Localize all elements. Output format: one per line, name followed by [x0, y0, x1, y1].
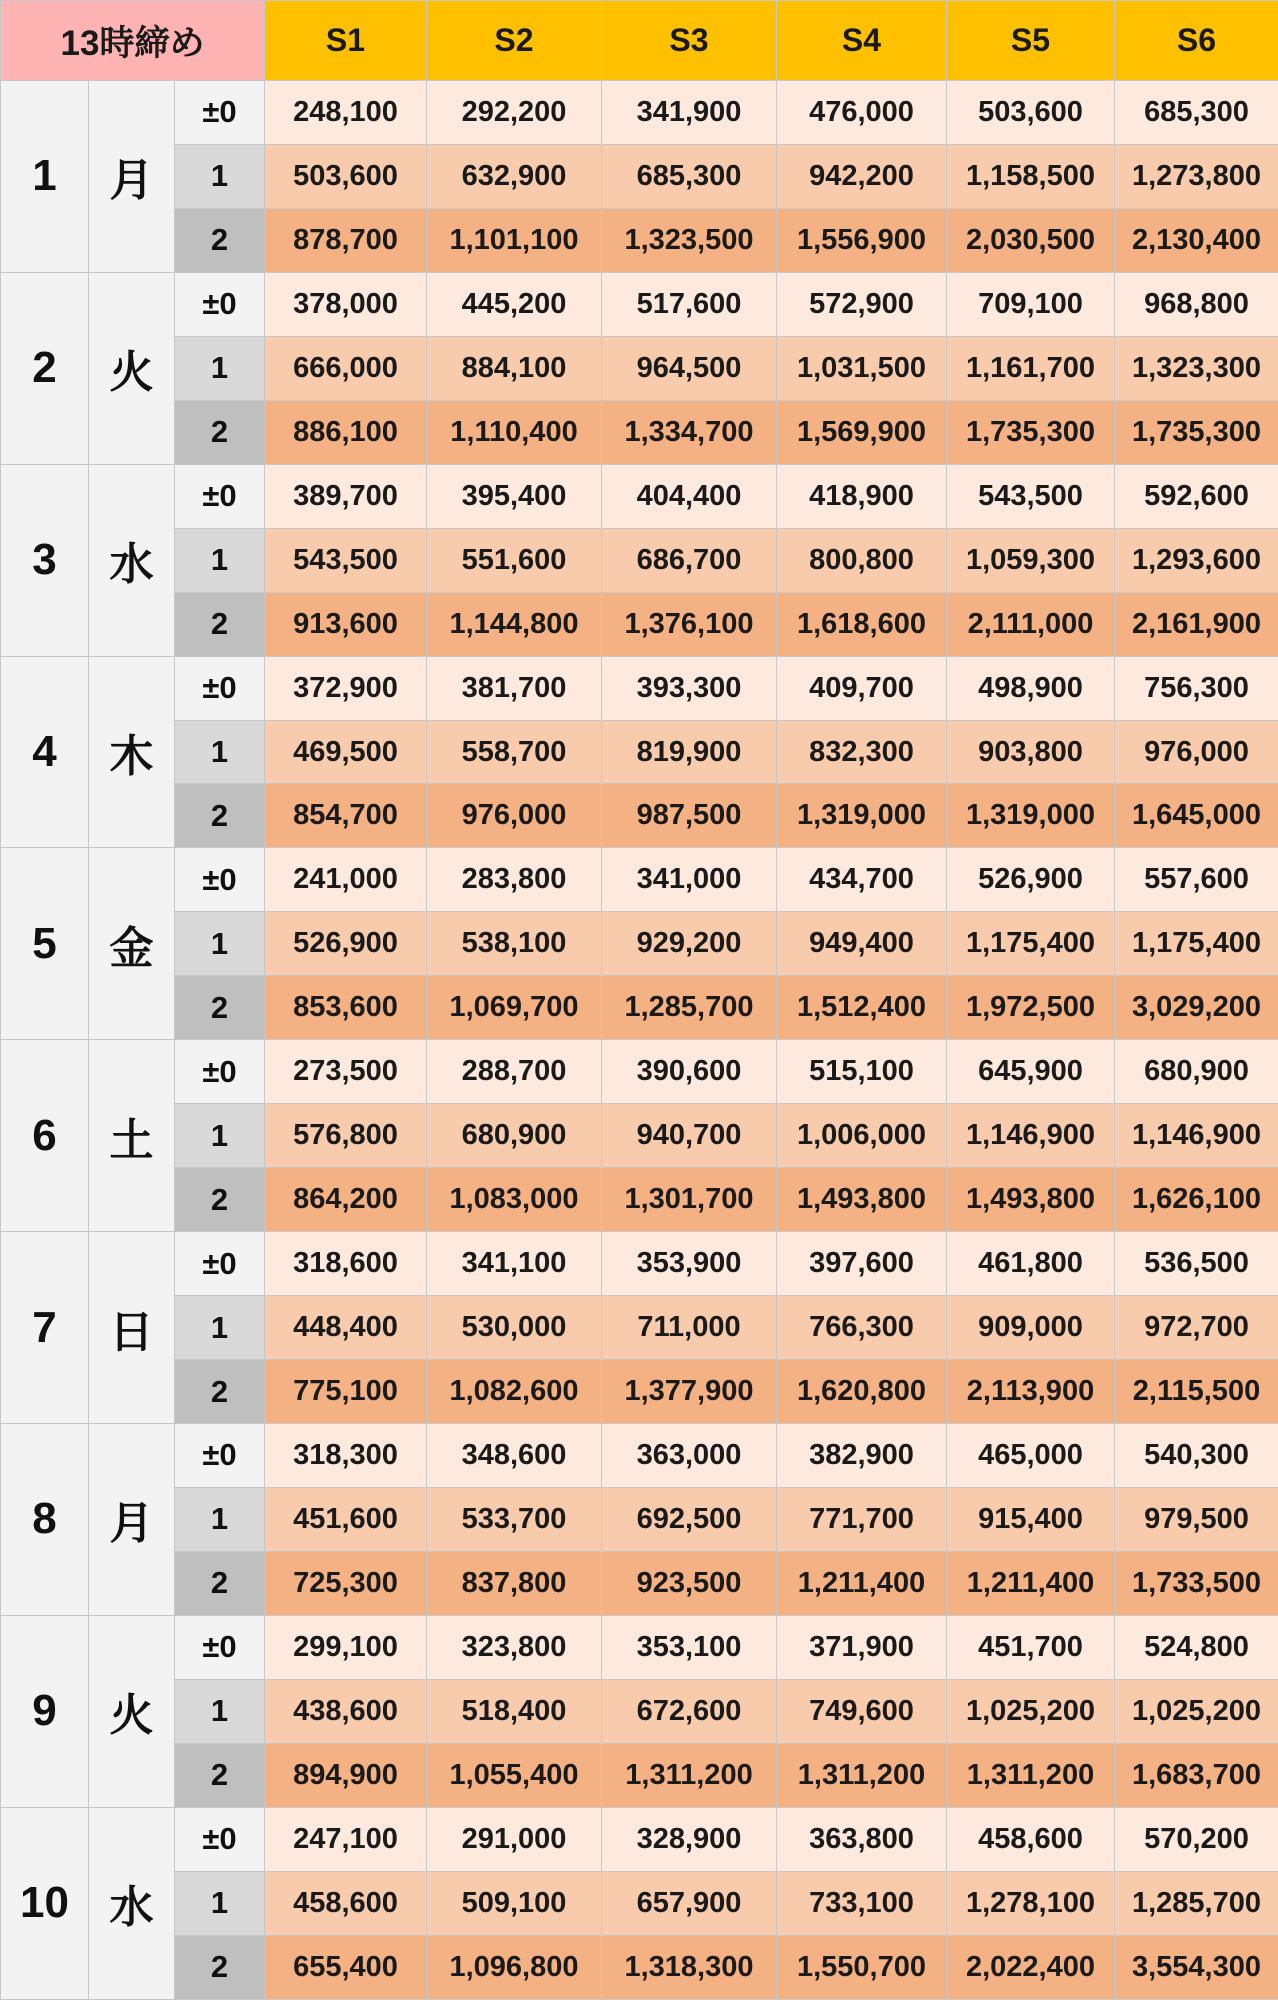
table-row — [1, 912, 1278, 976]
value-cell: 2,022,400 — [947, 1935, 1115, 1999]
value-cell: 540,300 — [1115, 1424, 1278, 1488]
sub-label: 2 — [175, 784, 265, 848]
value-cell: 645,900 — [947, 1040, 1115, 1104]
table-row — [1, 976, 1278, 1040]
value-cell: 2,115,500 — [1115, 1360, 1278, 1424]
value-cell: 1,311,200 — [947, 1743, 1115, 1807]
value-cell: 655,400 — [265, 1935, 427, 1999]
value-cell: 771,700 — [777, 1487, 947, 1551]
value-cell: 404,400 — [602, 464, 777, 528]
value-cell: 509,100 — [427, 1871, 602, 1935]
sub-label: 1 — [175, 144, 265, 208]
table-row — [1, 1040, 1278, 1104]
value-cell: 323,800 — [427, 1615, 602, 1679]
value-cell: 915,400 — [947, 1487, 1115, 1551]
day-number: 9 — [1, 1615, 89, 1807]
value-cell: 2,030,500 — [947, 208, 1115, 272]
value-cell: 1,175,400 — [947, 912, 1115, 976]
value-cell: 864,200 — [265, 1168, 427, 1232]
sub-label: 1 — [175, 1296, 265, 1360]
day-number: 5 — [1, 848, 89, 1040]
value-cell: 853,600 — [265, 976, 427, 1040]
value-cell: 909,000 — [947, 1296, 1115, 1360]
value-cell: 2,111,000 — [947, 592, 1115, 656]
table-row — [1, 1360, 1278, 1424]
value-cell: 886,100 — [265, 400, 427, 464]
weekday-label: 水 — [89, 464, 175, 656]
value-cell: 1,175,400 — [1115, 912, 1278, 976]
table-row — [1, 1935, 1278, 1999]
sub-label: ±0 — [175, 1424, 265, 1488]
table-row — [1, 400, 1278, 464]
value-cell: 1,618,600 — [777, 592, 947, 656]
value-cell: 1,645,000 — [1115, 784, 1278, 848]
day-number: 8 — [1, 1424, 89, 1616]
value-cell: 672,600 — [602, 1679, 777, 1743]
value-cell: 382,900 — [777, 1424, 947, 1488]
value-cell: 451,600 — [265, 1487, 427, 1551]
sub-label: 1 — [175, 1487, 265, 1551]
value-cell: 1,069,700 — [427, 976, 602, 1040]
value-cell: 913,600 — [265, 592, 427, 656]
column-header-s6: S6 — [1115, 1, 1278, 81]
value-cell: 503,600 — [947, 81, 1115, 145]
table-row — [1, 1296, 1278, 1360]
value-cell: 576,800 — [265, 1104, 427, 1168]
value-cell: 451,700 — [947, 1615, 1115, 1679]
table-row — [1, 784, 1278, 848]
value-cell: 299,100 — [265, 1615, 427, 1679]
table-body — [1, 81, 1278, 2000]
value-cell: 685,300 — [1115, 81, 1278, 145]
value-cell: 832,300 — [777, 720, 947, 784]
value-cell: 766,300 — [777, 1296, 947, 1360]
value-cell: 1,006,000 — [777, 1104, 947, 1168]
value-cell: 632,900 — [427, 144, 602, 208]
sub-label: ±0 — [175, 272, 265, 336]
value-cell: 940,700 — [602, 1104, 777, 1168]
value-cell: 680,900 — [427, 1104, 602, 1168]
value-cell: 1,493,800 — [947, 1168, 1115, 1232]
column-header-s5: S5 — [947, 1, 1115, 81]
value-cell: 517,600 — [602, 272, 777, 336]
weekday-label: 月 — [89, 1424, 175, 1616]
table-row — [1, 1551, 1278, 1615]
value-cell: 1,082,600 — [427, 1360, 602, 1424]
sub-label: ±0 — [175, 656, 265, 720]
value-cell: 1,334,700 — [602, 400, 777, 464]
value-cell: 976,000 — [427, 784, 602, 848]
value-cell: 680,900 — [1115, 1040, 1278, 1104]
weekday-label: 火 — [89, 1615, 175, 1807]
sub-label: 1 — [175, 336, 265, 400]
table-row — [1, 464, 1278, 528]
sub-label: ±0 — [175, 81, 265, 145]
value-cell: 1,146,900 — [947, 1104, 1115, 1168]
value-cell: 318,600 — [265, 1232, 427, 1296]
value-cell: 397,600 — [777, 1232, 947, 1296]
value-cell: 353,900 — [602, 1232, 777, 1296]
value-cell: 469,500 — [265, 720, 427, 784]
day-number: 10 — [1, 1807, 89, 1999]
table-row — [1, 144, 1278, 208]
table-row — [1, 1679, 1278, 1743]
value-cell: 458,600 — [947, 1807, 1115, 1871]
value-cell: 942,200 — [777, 144, 947, 208]
value-cell: 979,500 — [1115, 1487, 1278, 1551]
value-cell: 686,700 — [602, 528, 777, 592]
value-cell: 1,144,800 — [427, 592, 602, 656]
value-cell: 241,000 — [265, 848, 427, 912]
value-cell: 837,800 — [427, 1551, 602, 1615]
value-cell: 1,311,200 — [602, 1743, 777, 1807]
value-cell: 1,972,500 — [947, 976, 1115, 1040]
value-cell: 341,100 — [427, 1232, 602, 1296]
value-cell: 987,500 — [602, 784, 777, 848]
value-cell: 378,000 — [265, 272, 427, 336]
value-cell: 923,500 — [602, 1551, 777, 1615]
value-cell: 341,000 — [602, 848, 777, 912]
sub-label: ±0 — [175, 464, 265, 528]
value-cell: 543,500 — [265, 528, 427, 592]
value-cell: 949,400 — [777, 912, 947, 976]
value-cell: 666,000 — [265, 336, 427, 400]
value-cell: 292,200 — [427, 81, 602, 145]
value-cell: 524,800 — [1115, 1615, 1278, 1679]
value-cell: 393,300 — [602, 656, 777, 720]
value-cell: 1,031,500 — [777, 336, 947, 400]
value-cell: 1,301,700 — [602, 1168, 777, 1232]
value-cell: 1,735,300 — [1115, 400, 1278, 464]
table-row — [1, 208, 1278, 272]
value-cell: 709,100 — [947, 272, 1115, 336]
table-row — [1, 1104, 1278, 1168]
value-cell: 1,158,500 — [947, 144, 1115, 208]
table-row — [1, 1743, 1278, 1807]
value-cell: 515,100 — [777, 1040, 947, 1104]
value-cell: 1,083,000 — [427, 1168, 602, 1232]
table-row — [1, 1232, 1278, 1296]
table-row — [1, 720, 1278, 784]
sub-label: 2 — [175, 208, 265, 272]
value-cell: 1,733,500 — [1115, 1551, 1278, 1615]
value-cell: 976,000 — [1115, 720, 1278, 784]
value-cell: 1,626,100 — [1115, 1168, 1278, 1232]
value-cell: 1,323,300 — [1115, 336, 1278, 400]
sub-label: 2 — [175, 976, 265, 1040]
value-cell: 1,211,400 — [947, 1551, 1115, 1615]
table-row — [1, 1424, 1278, 1488]
value-cell: 526,900 — [947, 848, 1115, 912]
value-cell: 363,800 — [777, 1807, 947, 1871]
value-cell: 530,000 — [427, 1296, 602, 1360]
table-title: 13時締め — [1, 1, 265, 81]
value-cell: 1,025,200 — [1115, 1679, 1278, 1743]
table-row — [1, 1168, 1278, 1232]
value-cell: 894,900 — [265, 1743, 427, 1807]
value-cell: 1,278,100 — [947, 1871, 1115, 1935]
value-cell: 1,556,900 — [777, 208, 947, 272]
value-cell: 371,900 — [777, 1615, 947, 1679]
sub-label: 1 — [175, 1679, 265, 1743]
sub-label: 2 — [175, 1360, 265, 1424]
value-cell: 685,300 — [602, 144, 777, 208]
day-number: 6 — [1, 1040, 89, 1232]
value-cell: 570,200 — [1115, 1807, 1278, 1871]
sub-label: ±0 — [175, 1807, 265, 1871]
sub-label: ±0 — [175, 848, 265, 912]
value-cell: 409,700 — [777, 656, 947, 720]
value-cell: 1,550,700 — [777, 1935, 947, 1999]
table-row — [1, 81, 1278, 145]
value-cell: 775,100 — [265, 1360, 427, 1424]
weekday-label: 月 — [89, 81, 175, 273]
table-row — [1, 336, 1278, 400]
value-cell: 536,500 — [1115, 1232, 1278, 1296]
value-cell: 1,735,300 — [947, 400, 1115, 464]
value-cell: 1,318,300 — [602, 1935, 777, 1999]
value-cell: 800,800 — [777, 528, 947, 592]
weekday-label: 木 — [89, 656, 175, 848]
value-cell: 1,319,000 — [947, 784, 1115, 848]
value-cell: 1,055,400 — [427, 1743, 602, 1807]
value-cell: 1,285,700 — [602, 976, 777, 1040]
value-cell: 458,600 — [265, 1871, 427, 1935]
column-header-s1: S1 — [265, 1, 427, 81]
value-cell: 498,900 — [947, 656, 1115, 720]
sub-label: ±0 — [175, 1232, 265, 1296]
value-cell: 1,146,900 — [1115, 1104, 1278, 1168]
value-cell: 390,600 — [602, 1040, 777, 1104]
value-cell: 1,493,800 — [777, 1168, 947, 1232]
sub-label: 1 — [175, 1871, 265, 1935]
value-cell: 711,000 — [602, 1296, 777, 1360]
value-cell: 273,500 — [265, 1040, 427, 1104]
value-cell: 733,100 — [777, 1871, 947, 1935]
day-number: 2 — [1, 272, 89, 464]
value-cell: 3,554,300 — [1115, 1935, 1278, 1999]
value-cell: 1,211,400 — [777, 1551, 947, 1615]
header-row — [1, 1, 1278, 81]
table-row — [1, 656, 1278, 720]
table-row — [1, 1807, 1278, 1871]
value-cell: 657,900 — [602, 1871, 777, 1935]
value-cell: 557,600 — [1115, 848, 1278, 912]
value-cell: 819,900 — [602, 720, 777, 784]
sub-label: 1 — [175, 528, 265, 592]
value-cell: 381,700 — [427, 656, 602, 720]
sub-label: 2 — [175, 1935, 265, 1999]
value-cell: 283,800 — [427, 848, 602, 912]
sub-label: ±0 — [175, 1040, 265, 1104]
weekday-label: 火 — [89, 272, 175, 464]
table-row — [1, 1487, 1278, 1551]
table-row — [1, 1871, 1278, 1935]
value-cell: 1,683,700 — [1115, 1743, 1278, 1807]
value-cell: 1,377,900 — [602, 1360, 777, 1424]
value-cell: 2,130,400 — [1115, 208, 1278, 272]
value-cell: 395,400 — [427, 464, 602, 528]
table-row — [1, 848, 1278, 912]
value-cell: 418,900 — [777, 464, 947, 528]
value-cell: 476,000 — [777, 81, 947, 145]
sub-label: 2 — [175, 1551, 265, 1615]
value-cell: 968,800 — [1115, 272, 1278, 336]
value-cell: 1,025,200 — [947, 1679, 1115, 1743]
value-cell: 551,600 — [427, 528, 602, 592]
value-cell: 1,569,900 — [777, 400, 947, 464]
value-cell: 538,100 — [427, 912, 602, 976]
sub-label: ±0 — [175, 1615, 265, 1679]
value-cell: 972,700 — [1115, 1296, 1278, 1360]
value-cell: 348,600 — [427, 1424, 602, 1488]
value-cell: 878,700 — [265, 208, 427, 272]
value-cell: 318,300 — [265, 1424, 427, 1488]
column-header-s3: S3 — [602, 1, 777, 81]
value-cell: 692,500 — [602, 1487, 777, 1551]
sub-label: 2 — [175, 400, 265, 464]
value-cell: 353,100 — [602, 1615, 777, 1679]
value-cell: 903,800 — [947, 720, 1115, 784]
value-cell: 1,285,700 — [1115, 1871, 1278, 1935]
value-cell: 247,100 — [265, 1807, 427, 1871]
value-cell: 291,000 — [427, 1807, 602, 1871]
value-cell: 592,600 — [1115, 464, 1278, 528]
table-row — [1, 592, 1278, 656]
value-cell: 389,700 — [265, 464, 427, 528]
value-cell: 1,161,700 — [947, 336, 1115, 400]
value-cell: 854,700 — [265, 784, 427, 848]
value-cell: 884,100 — [427, 336, 602, 400]
weekday-label: 日 — [89, 1232, 175, 1424]
value-cell: 1,319,000 — [777, 784, 947, 848]
table-row — [1, 528, 1278, 592]
value-cell: 543,500 — [947, 464, 1115, 528]
value-cell: 341,900 — [602, 81, 777, 145]
value-cell: 434,700 — [777, 848, 947, 912]
value-cell: 749,600 — [777, 1679, 947, 1743]
value-cell: 448,400 — [265, 1296, 427, 1360]
value-cell: 558,700 — [427, 720, 602, 784]
value-cell: 518,400 — [427, 1679, 602, 1743]
day-number: 4 — [1, 656, 89, 848]
value-cell: 465,000 — [947, 1424, 1115, 1488]
value-cell: 1,101,100 — [427, 208, 602, 272]
value-cell: 1,110,400 — [427, 400, 602, 464]
value-cell: 1,323,500 — [602, 208, 777, 272]
sub-label: 2 — [175, 1168, 265, 1232]
value-cell: 288,700 — [427, 1040, 602, 1104]
value-cell: 328,900 — [602, 1807, 777, 1871]
table-row — [1, 272, 1278, 336]
value-cell: 438,600 — [265, 1679, 427, 1743]
value-cell: 1,059,300 — [947, 528, 1115, 592]
value-cell: 1,096,800 — [427, 1935, 602, 1999]
value-cell: 756,300 — [1115, 656, 1278, 720]
value-cell: 372,900 — [265, 656, 427, 720]
value-cell: 363,000 — [602, 1424, 777, 1488]
value-cell: 526,900 — [265, 912, 427, 976]
column-header-s2: S2 — [427, 1, 602, 81]
day-number: 3 — [1, 464, 89, 656]
column-header-s4: S4 — [777, 1, 947, 81]
weekday-label: 水 — [89, 1807, 175, 1999]
sub-label: 2 — [175, 1743, 265, 1807]
sub-label: 1 — [175, 720, 265, 784]
sub-label: 2 — [175, 592, 265, 656]
value-cell: 445,200 — [427, 272, 602, 336]
weekday-label: 金 — [89, 848, 175, 1040]
sub-label: 1 — [175, 1104, 265, 1168]
value-cell: 1,311,200 — [777, 1743, 947, 1807]
value-cell: 929,200 — [602, 912, 777, 976]
value-cell: 1,273,800 — [1115, 144, 1278, 208]
value-cell: 533,700 — [427, 1487, 602, 1551]
value-cell: 461,800 — [947, 1232, 1115, 1296]
value-cell: 2,161,900 — [1115, 592, 1278, 656]
value-cell: 1,512,400 — [777, 976, 947, 1040]
value-cell: 725,300 — [265, 1551, 427, 1615]
value-cell: 503,600 — [265, 144, 427, 208]
value-cell: 248,100 — [265, 81, 427, 145]
value-cell: 1,376,100 — [602, 592, 777, 656]
weekday-label: 土 — [89, 1040, 175, 1232]
value-cell: 1,620,800 — [777, 1360, 947, 1424]
day-number: 1 — [1, 81, 89, 273]
value-cell: 1,293,600 — [1115, 528, 1278, 592]
value-cell: 3,029,200 — [1115, 976, 1278, 1040]
sub-label: 1 — [175, 912, 265, 976]
day-number: 7 — [1, 1232, 89, 1424]
value-cell: 964,500 — [602, 336, 777, 400]
value-cell: 572,900 — [777, 272, 947, 336]
value-cell: 2,113,900 — [947, 1360, 1115, 1424]
table-row — [1, 1615, 1278, 1679]
